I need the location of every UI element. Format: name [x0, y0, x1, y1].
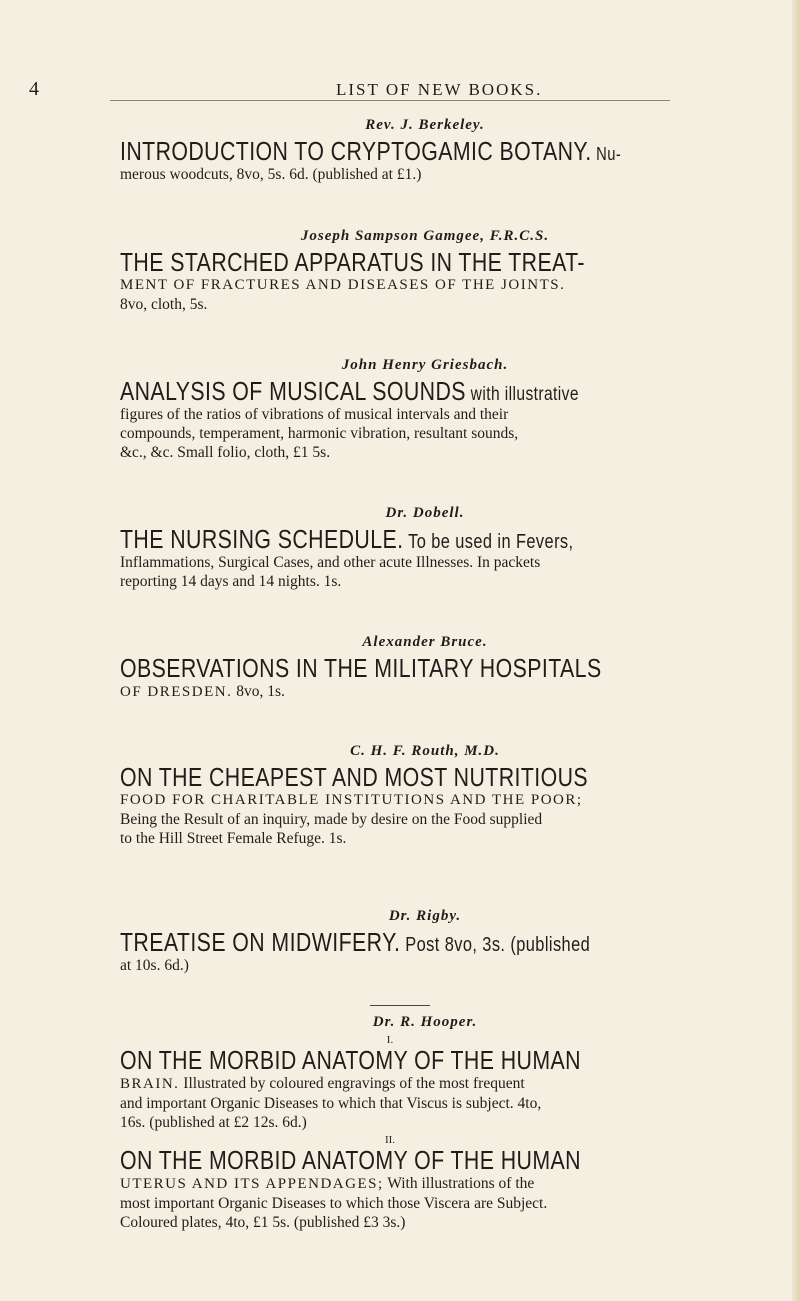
book-description-line: &c., &c. Small folio, cloth, £1 5s.: [120, 444, 331, 461]
author: Alexander Bruce.: [362, 634, 488, 650]
book-description: With illustrations of the: [383, 1175, 535, 1192]
book-description: at 10s. 6d.): [120, 957, 189, 974]
book-description-line: 16s. (published at £2 12s. 6d.): [120, 1114, 307, 1131]
book-title-line: [120, 248, 780, 276]
book-entry-hooper: [120, 1014, 780, 1232]
book-entry-bruce: [120, 634, 780, 702]
book-subtitle-line: [120, 1074, 780, 1094]
part-number: II.: [384, 1134, 396, 1146]
book-description-line: Being the Result of an inquiry, made by desire on the Food supplied: [120, 811, 543, 828]
part-number: I.: [386, 1034, 394, 1046]
title-continuation: with illustrative: [465, 384, 579, 405]
author: Dr. Rigby.: [388, 908, 462, 924]
book-title: ON THE MORBID ANATOMY OF THE HUMAN: [120, 1145, 581, 1175]
running-head-title: LIST OF NEW BOOKS.: [336, 80, 543, 99]
book-description-line: and important Organic Diseases to which that Viscus is subject. 4to,: [120, 1095, 542, 1112]
author: Dr. Dobell.: [385, 505, 465, 521]
header-rule: [110, 100, 670, 101]
book-subtitle-line: [120, 682, 780, 702]
book-title: THE STARCHED APPARATUS IN THE TREAT-: [120, 247, 585, 277]
book-title: INTRODUCTION TO CRYPTOGAMIC BOTANY.: [120, 136, 592, 166]
book-description-line: reporting 14 days and 14 nights. 1s.: [120, 573, 342, 590]
book-description-line: compounds, temperament, harmonic vibration, resultant sounds,: [120, 425, 519, 442]
title-continuation: Post 8vo, 3s. (published: [400, 934, 591, 956]
book-subtitle: FOOD FOR CHARITABLE INSTITUTIONS AND THE POOR;: [120, 792, 583, 808]
book-title: ANALYSIS OF MUSICAL SOUNDS: [120, 376, 466, 406]
book-entry-berkeley: [120, 117, 780, 184]
book-description-line: Coloured plates, 4to, £1 5s. (published £3 3s.): [120, 1214, 406, 1231]
book-title: ON THE CHEAPEST AND MOST NUTRITIOUS: [120, 762, 589, 792]
author: Dr. R. Hooper.: [372, 1014, 478, 1030]
book-title-line: [120, 1046, 780, 1074]
book-title-line: [120, 654, 780, 682]
book-entry-rigby: [120, 908, 780, 975]
book-subtitle-line: [120, 1174, 780, 1194]
book-entry-griesbach: [120, 357, 780, 462]
book-description-line: Inflammations, Surgical Cases, and other acute Illnesses. In packets: [120, 554, 541, 571]
book-subtitle: OF DRESDEN.: [120, 684, 233, 700]
book-title-line: [120, 1146, 780, 1174]
author: John Henry Griesbach.: [341, 357, 509, 373]
book-title-line: [120, 763, 780, 791]
title-continuation: Nu-: [591, 144, 622, 164]
book-title: THE NURSING SCHEDULE.: [120, 524, 404, 554]
book-entry-routh: [120, 743, 780, 848]
page-edge: [792, 0, 800, 1301]
running-head: [0, 78, 800, 102]
book-entry-dobell: [120, 505, 780, 591]
author: Rev. J. Berkeley.: [365, 117, 485, 133]
book-title: ON THE MORBID ANATOMY OF THE HUMAN: [120, 1045, 581, 1075]
book-description-line: to the Hill Street Female Refuge. 1s.: [120, 830, 347, 847]
entry-divider: [370, 1005, 430, 1006]
book-description: Illustrated by coloured engravings of the most frequent: [179, 1075, 525, 1092]
book-description: merous woodcuts, 8vo, 5s. 6d. (published at £1.): [120, 166, 422, 183]
book-title-line: [120, 928, 780, 956]
book-subtitle: MENT OF FRACTURES AND DISEASES OF THE JOINTS.: [120, 277, 566, 293]
book-subtitle: BRAIN.: [120, 1076, 180, 1092]
book-subtitle: UTERUS AND ITS APPENDAGES;: [120, 1176, 384, 1192]
page-number: 4: [29, 78, 39, 100]
book-title: OBSERVATIONS IN THE MILITARY HOSPITALS: [120, 653, 602, 683]
book-title-line: [120, 137, 780, 165]
book-title-line: [120, 377, 780, 405]
book-description: 8vo, 1s.: [232, 683, 285, 700]
book-description-line: most important Organic Diseases to which those Viscera are Subject.: [120, 1195, 548, 1212]
author: Joseph Sampson Gamgee, F.R.C.S.: [300, 228, 550, 244]
book-description: 8vo, cloth, 5s.: [120, 296, 208, 313]
book-description-line: figures of the ratios of vibrations of musical intervals and their: [120, 406, 509, 423]
title-continuation: To be used in Fevers,: [403, 531, 574, 553]
book-entry-gamgee: [120, 228, 780, 314]
book-title-line: [120, 525, 780, 553]
book-title: TREATISE ON MIDWIFERY.: [120, 927, 401, 957]
author: C. H. F. Routh, M.D.: [350, 743, 500, 759]
